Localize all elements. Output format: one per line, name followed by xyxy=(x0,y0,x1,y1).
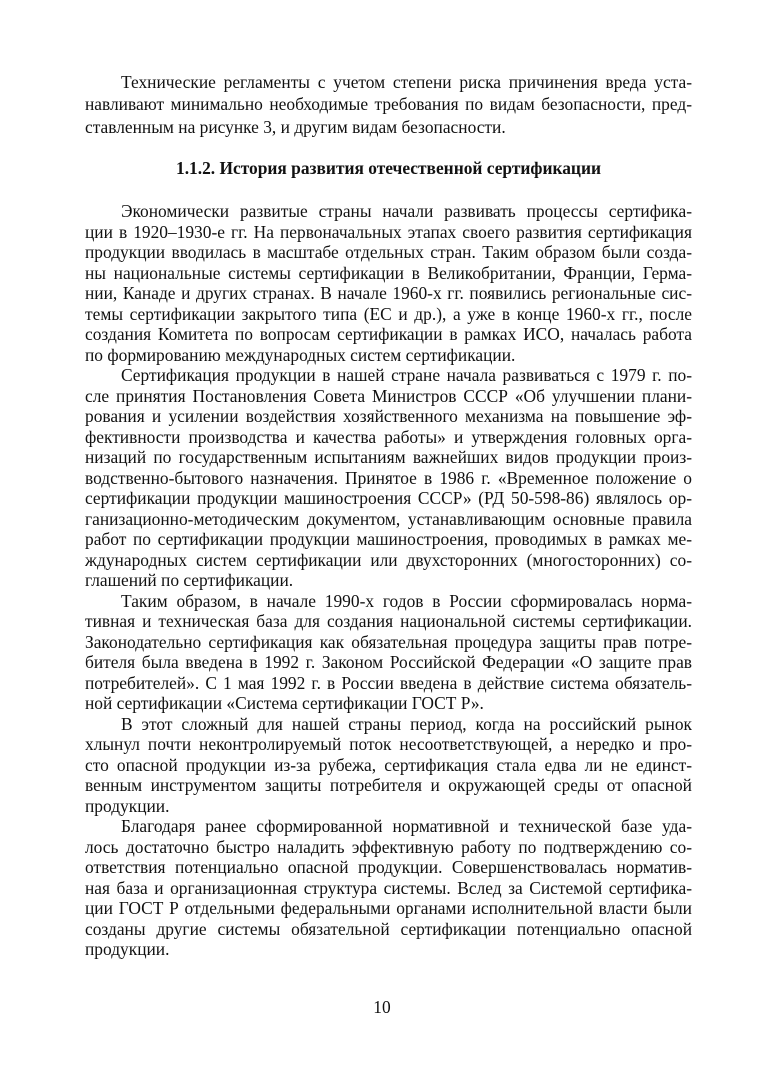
paragraph xyxy=(85,71,692,138)
text-line: ной сертификации «Система сертификации ГОСТ Р». xyxy=(85,693,484,713)
page-number: 10 xyxy=(373,997,391,1017)
paragraph xyxy=(85,201,692,365)
text-line: по формированию международных систем сертификации. xyxy=(85,344,516,365)
body-text xyxy=(85,201,692,960)
text-line: В этот сложный для нашей страны период, когда на российский рынок xyxy=(121,713,692,734)
intro-paragraph xyxy=(85,71,692,138)
text-line: продукции вводилась в масштабе отдельных стран. Таким образом были созда- xyxy=(85,242,692,262)
text-line: ждународных систем сертификации или двухсторонних (многосторонних) со- xyxy=(85,549,692,570)
paragraph xyxy=(85,591,692,714)
text-line: водственно-бытового назначения. Принятое в 1986 г. «Временное положение о xyxy=(85,467,692,488)
text-line: ставленным на рисунке 3, и другим видам безопасности. xyxy=(85,116,506,137)
text-line: ции в 1920–1930-е гг. На первоначальных этапах своего развития сертификация xyxy=(85,221,692,242)
text-line: создания Комитета по вопросам сертификации в рамках ИСО, началась работа xyxy=(85,324,692,344)
text-line: темы сертификации закрытого типа (ЕС и др.), а уже в конце 1960-х гг., после xyxy=(85,303,692,324)
text-line: бителя была введена в 1992 г. Законом Российской Федерации «О защите прав xyxy=(85,652,692,672)
text-line: ная база и организационная структура системы. Вслед за Системой сертифика- xyxy=(85,877,692,898)
text-line: тивная и техническая база для создания национальной системы сертификации. xyxy=(85,611,692,631)
text-line: Технические регламенты с учетом степени риска причинения вреда уста- xyxy=(121,72,692,92)
text-line: навливают минимально необходимые требования по видам безопасности, пред- xyxy=(85,94,692,115)
text-line: Законодательно сертификация как обязательная процедура защиты прав потре- xyxy=(85,631,692,652)
text-line: ответствия потенциально опасной продукции. Совершенствовалась норматив- xyxy=(85,857,692,877)
text-line: сле принятия Постановления Совета Министров СССР «Об улучшении плани- xyxy=(85,385,692,406)
text-line: фективности производства и качества работы» и утверждения головных орга- xyxy=(85,426,692,447)
text-line: глашений по сертификации. xyxy=(85,570,294,590)
text-line: продукции. xyxy=(85,795,170,816)
text-line: продукции. xyxy=(85,939,170,959)
text-line: венным инструментом защиты потребителя и окружающей среды от опасной xyxy=(85,775,692,795)
text-line: ганизационно-методическим документом, устанавливающим основные правила xyxy=(85,508,692,529)
text-line: Благодаря ранее сформированной нормативной и технической базе уда- xyxy=(121,816,692,836)
text-line: нии, Канаде и других странах. В начале 1960-х гг. появились региональные сис- xyxy=(85,283,692,303)
text-line: потребителей». С 1 мая 1992 г. в России введена в действие система обязатель- xyxy=(85,672,692,693)
text-line: сертификации продукции машиностроения СССР» (РД 50-598-86) являлось ор- xyxy=(85,488,692,508)
paragraph xyxy=(85,365,692,591)
text-line: работ по сертификации продукции машиностроения, проводимых в рамках ме- xyxy=(85,529,692,549)
text-line: Экономически развитые страны начали развивать процессы сертифика- xyxy=(121,201,692,221)
text-line: созданы другие системы обязательной сертификации потенциально опасной xyxy=(85,918,692,939)
text-line: сто опасной продукции из-за рубежа, сертификация стала едва ли не единст- xyxy=(85,754,692,775)
text-line: рования и усилении воздействия хозяйственного механизма на повышение эф- xyxy=(85,406,692,426)
text-line: ны национальные системы сертификации в Великобритании, Франции, Герма- xyxy=(85,262,692,283)
section-heading: 1.1.2. История развития отечественной сертификации xyxy=(176,158,601,178)
text-line: ции ГОСТ Р отдельными федеральными органами исполнительной власти были xyxy=(85,898,692,918)
text-line: хлынул почти неконтролируемый поток несоответствующей, а нередко и про- xyxy=(85,734,692,754)
paragraph xyxy=(85,816,692,960)
text-line: лось достаточно быстро наладить эффективную работу по подтверждению со- xyxy=(85,836,692,857)
paragraph xyxy=(85,714,692,817)
text-line: Таким образом, в начале 1990-х годов в России сформировалась норма- xyxy=(121,590,692,611)
text-line: Сертификация продукции в нашей стране начала развиваться с 1979 г. по- xyxy=(121,365,692,385)
text-line: низаций по государственным испытаниям важнейших видов продукции произ- xyxy=(85,447,692,467)
